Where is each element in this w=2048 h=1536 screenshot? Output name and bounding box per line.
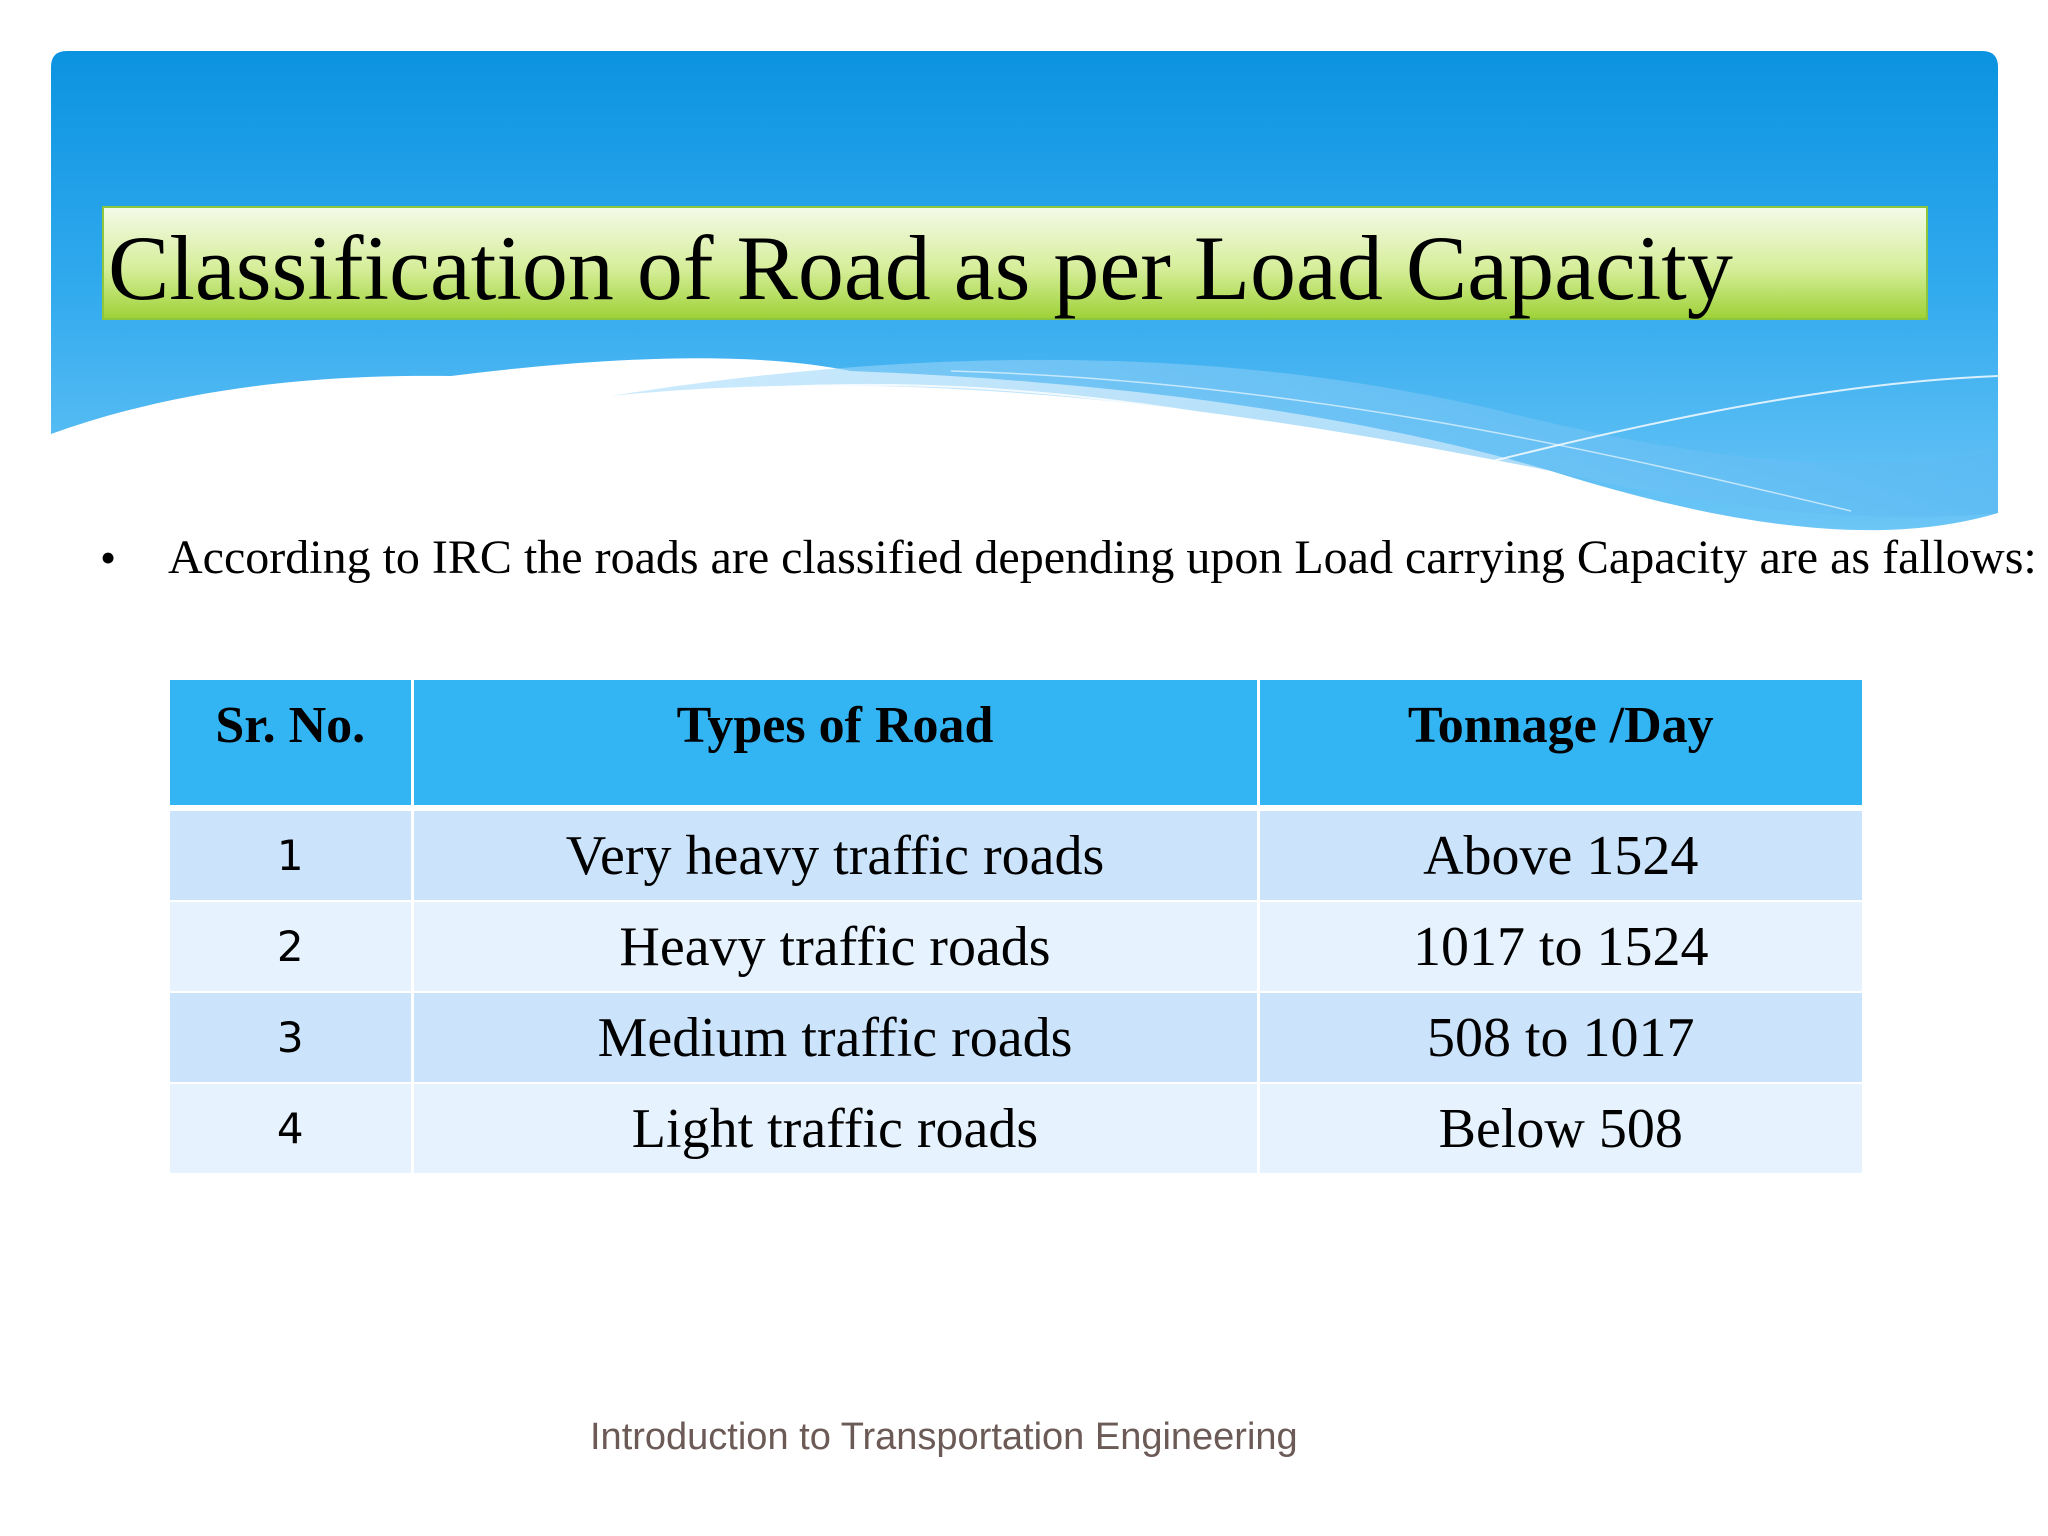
cell-road-type: Medium traffic roads xyxy=(412,992,1258,1083)
cell-road-type: Heavy traffic roads xyxy=(412,901,1258,992)
header-tonnage-per-day: Tonnage /Day xyxy=(1258,680,1862,808)
cell-tonnage: Above 1524 xyxy=(1258,808,1862,901)
slide-title: Classification of Road as per Load Capacity xyxy=(108,217,1733,319)
cell-sr-no: 4 xyxy=(170,1083,412,1174)
table-row xyxy=(170,901,1862,992)
bullet-marker: • xyxy=(100,532,117,583)
header-sr-no: Sr. No. xyxy=(170,680,412,808)
cell-road-type: Light traffic roads xyxy=(412,1083,1258,1174)
bullet-text: According to IRC the roads are classified depending upon Load carrying Capacity are as fallows: xyxy=(168,531,2037,584)
table-row xyxy=(170,808,1862,901)
cell-sr-no: 3 xyxy=(170,992,412,1083)
load-capacity-table xyxy=(170,680,1862,1175)
slide-footer: Introduction to Transportation Engineering xyxy=(590,1416,1298,1458)
cell-sr-no: 2 xyxy=(170,901,412,992)
table-row xyxy=(170,992,1862,1083)
header-types-of-road: Types of Road xyxy=(412,680,1258,808)
cell-road-type: Very heavy traffic roads xyxy=(412,808,1258,901)
table-row xyxy=(170,1083,1862,1174)
table-header-row xyxy=(170,680,1862,808)
cell-tonnage: 1017 to 1524 xyxy=(1258,901,1862,992)
cell-sr-no: 1 xyxy=(170,808,412,901)
title-banner xyxy=(102,206,1928,320)
cell-tonnage: Below 508 xyxy=(1258,1083,1862,1174)
cell-tonnage: 508 to 1017 xyxy=(1258,992,1862,1083)
